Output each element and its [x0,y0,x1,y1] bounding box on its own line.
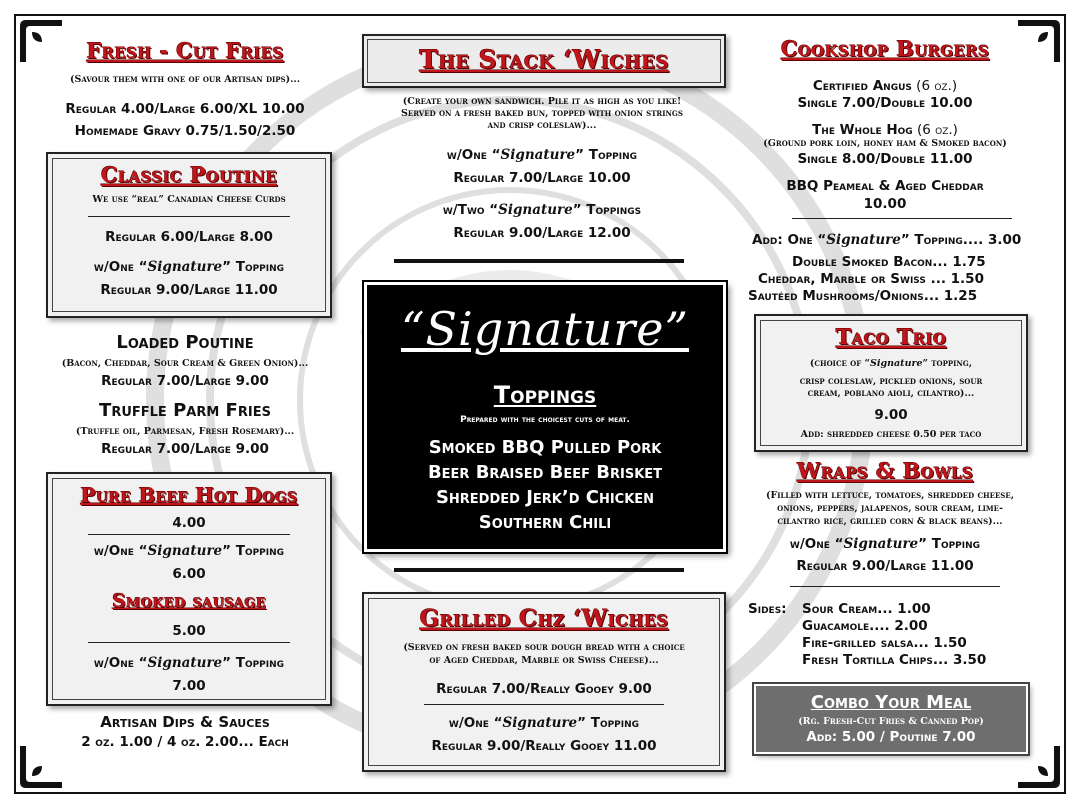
combo-title: Combo Your Meal [810,692,972,713]
angus-price: Single 7.00/Double 10.00 [797,95,973,111]
burger-add-cheese: Cheddar, Marble or Swiss ... 1.50 [758,271,984,287]
poutine-price: Regular 6.00/Large 8.00 [105,229,273,245]
loaded-poutine-title: Loaded Poutine [116,332,254,353]
combo-box [754,684,1028,754]
side-item: Sour Cream... 1.00 [802,601,931,617]
fries-price: Regular 4.00/Large 6.00/XL 10.00 [65,101,305,117]
truffle-fries-price: Regular 7.00/Large 9.00 [101,441,269,457]
side-item: Fresh Tortilla Chips... 3.50 [802,652,987,668]
signature-toppings-box [364,282,726,552]
combo-price: Add: 5.00 / Poutine 7.00 [806,729,976,745]
taco-add: Add: shredded cheese 0.50 per taco [800,429,982,440]
wraps-topping-label: w/One “Signature” Topping [789,536,981,552]
poutine-topping-label: w/One “Signature” Topping [93,259,285,275]
side-item: Fire-grilled salsa... 1.50 [802,635,967,651]
divider [394,568,684,572]
stack-desc-1: (Create your own sandwich. Pile it as high as you like! [402,96,682,107]
peameal-price: 10.00 [863,196,907,212]
hog-title: The Whole Hog (6 oz.) [812,122,958,138]
taco-box [754,314,1028,452]
truffle-fries-title: Truffle Parm Fries [99,400,271,421]
wraps-desc-2: onions, peppers, jalapenos, sour cream, lime- [777,503,1003,514]
divider [792,218,1012,219]
divider [790,586,1000,587]
truffle-fries-desc: (Truffle oil, Parmesan, Fresh Rosemary)... [75,426,295,437]
burger-add-topping: Add: One “Signature” Topping.... 3.00 [752,232,1022,248]
taco-price: 9.00 [874,407,908,423]
divider [88,534,290,535]
loaded-poutine-price: Regular 7.00/Large 9.00 [101,373,269,389]
grilled-box [362,592,726,772]
hotdogs-title: Pure Beef Hot Dogs [80,483,298,507]
hotdogs-price: 4.00 [172,515,206,531]
wraps-topping-price: Regular 9.00/Large 11.00 [796,558,974,574]
stack-desc-3: and crisp coleslaw)... [487,120,597,131]
angus-title: Certified Angus (6 oz.) [812,78,958,94]
stack-two-price: Regular 9.00/Large 12.00 [453,225,631,241]
signature-item: Beer Braised Beef Brisket [427,462,663,483]
stack-title-box [362,34,726,88]
signature-note: Prepared with the choicest cuts of meat. [460,415,630,425]
fries-title: Fresh - Cut Fries [86,38,284,63]
gravy-price: Homemade Gravy 0.75/1.50/2.50 [74,123,296,139]
sides-label: Sides: [748,601,787,617]
poutine-topping-price: Regular 9.00/Large 11.00 [100,282,278,298]
stack-one-label: w/One “Signature” Topping [446,147,638,163]
sausage-price: 5.00 [172,623,206,639]
hog-price: Single 8.00/Double 11.00 [797,151,973,167]
burger-add-mushrooms: Sautéed Mushrooms/Onions... 1.25 [748,288,978,304]
grilled-price: Regular 7.00/Really Gooey 9.00 [436,681,652,697]
stack-title: The Stack ‘Wiches [419,45,669,74]
hotdogs-topping-label: w/One “Signature” Topping [93,543,285,559]
grilled-title: Grilled Chz ‘Wiches [419,605,669,632]
combo-desc: (Rg. Fresh-Cut Fries & Canned Pop) [798,716,984,727]
signature-title: “Signature” [400,302,690,356]
signature-item: Smoked BBQ Pulled Pork [428,437,662,458]
poutine-box [46,152,332,318]
grilled-desc-2: of Aged Cheddar, Marble or Swiss Cheese)... [429,655,659,666]
divider [88,216,290,217]
taco-desc-3: cream, poblano aioli, cilantro)... [807,388,975,399]
burgers-title: Cookshop Burgers [780,36,990,61]
stack-desc-2: Served on a fresh baked bun, topped with onion strings [401,108,683,119]
wraps-desc-3: cilantro rice, grilled corn & black beans)... [777,516,1003,527]
grilled-topping-label: w/One “Signature” Topping [448,715,640,731]
stack-one-price: Regular 7.00/Large 10.00 [453,170,631,186]
loaded-poutine-desc: (Bacon, Cheddar, Sour Cream & Green Onion)... [61,358,309,369]
peameal-title: BBQ Peameal & Aged Cheddar [786,178,984,194]
grilled-topping-price: Regular 9.00/Really Gooey 11.00 [431,738,657,754]
hotdogs-topping-price: 6.00 [172,566,206,582]
dips-title: Artisan Dips & Sauces [100,713,270,731]
divider [394,259,684,263]
divider [424,704,664,705]
sausage-topping-label: w/One “Signature” Topping [93,655,285,671]
taco-desc-1: (choice of “Signature” topping, [809,358,973,369]
signature-items [367,435,723,535]
burger-add-bacon: Double Smoked Bacon... 1.75 [792,254,986,270]
taco-desc-2: crisp coleslaw, pickled onions, sour [799,376,983,387]
poutine-title: Classic Poutine [100,162,278,187]
fries-subtitle: (Savour them with one of our Artisan dips)... [69,74,301,85]
taco-title: Taco Trio [835,324,947,349]
signature-item: Southern Chili [478,512,612,533]
poutine-note: We use “real” Canadian Cheese Curds [92,194,286,205]
wraps-title: Wraps & Bowls [796,458,974,483]
hotdogs-box [46,472,332,706]
stack-two-label: w/Two “Signature” Toppings [442,202,642,218]
side-item: Guacamole.... 2.00 [802,618,928,634]
sausage-title: Smoked sausage [111,590,267,612]
divider [88,642,290,643]
dips-price: 2 oz. 1.00 / 4 oz. 2.00... Each [81,734,289,750]
hog-desc: (Ground pork loin, honey ham & Smoked bacon) [763,138,1007,149]
wraps-desc-1: (Filled with lettuce, tomatoes, shredded cheese, [765,490,1015,501]
signature-item: Shredded Jerk’d Chicken [435,487,655,508]
grilled-desc-1: (Served on fresh baked sour dough bread with a choice [403,642,685,653]
signature-subtitle: Toppings [493,381,597,409]
sausage-topping-price: 7.00 [172,678,206,694]
